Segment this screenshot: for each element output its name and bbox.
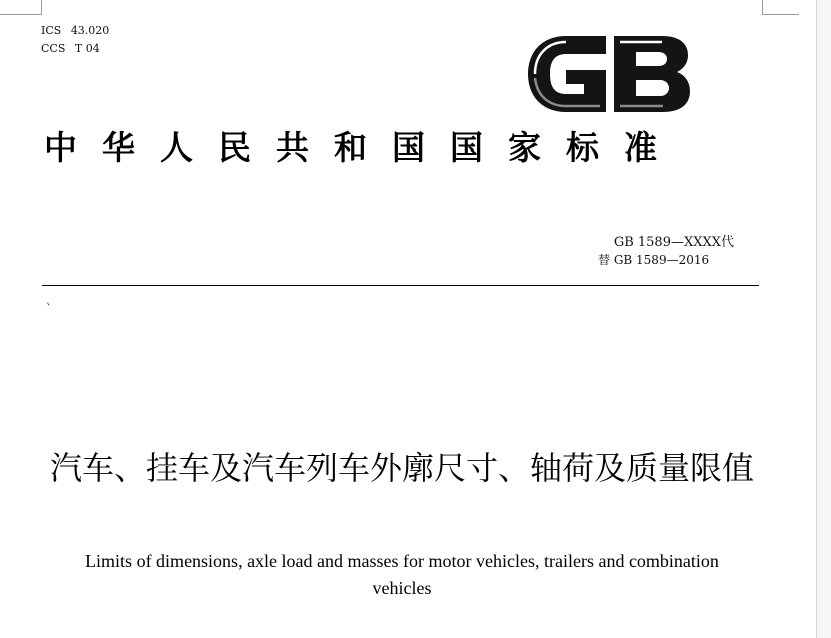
page-margin-area bbox=[816, 0, 831, 638]
ics-label: ICS bbox=[41, 24, 62, 37]
standard-number: GB 1589—XXXX代 bbox=[613, 235, 734, 250]
crop-mark-top-right bbox=[762, 0, 799, 15]
standard-title: 中华人民共和国国家标准 bbox=[44, 128, 682, 167]
document-title-cn: 汽车、挂车及汽车列车外廓尺寸、轴荷及质量限值 bbox=[49, 449, 754, 487]
ccs-label: CCS bbox=[41, 42, 66, 55]
crop-mark-top-left bbox=[0, 0, 42, 15]
gb-logo bbox=[522, 30, 694, 118]
replaced-standard: 替 GB 1589—2016 bbox=[598, 253, 710, 267]
ics-value: 43.020 bbox=[70, 24, 110, 37]
stray-mark: 、 bbox=[46, 294, 57, 307]
header-divider bbox=[42, 285, 759, 286]
document-title-en: Limits of dimensions, axle load and masses for motor vehicles, trailers and combination vehicles bbox=[85, 551, 719, 598]
ccs-value: T 04 bbox=[74, 42, 100, 55]
ics-code bbox=[41, 22, 115, 40]
ccs-code bbox=[41, 40, 115, 58]
classification-codes bbox=[41, 22, 115, 58]
